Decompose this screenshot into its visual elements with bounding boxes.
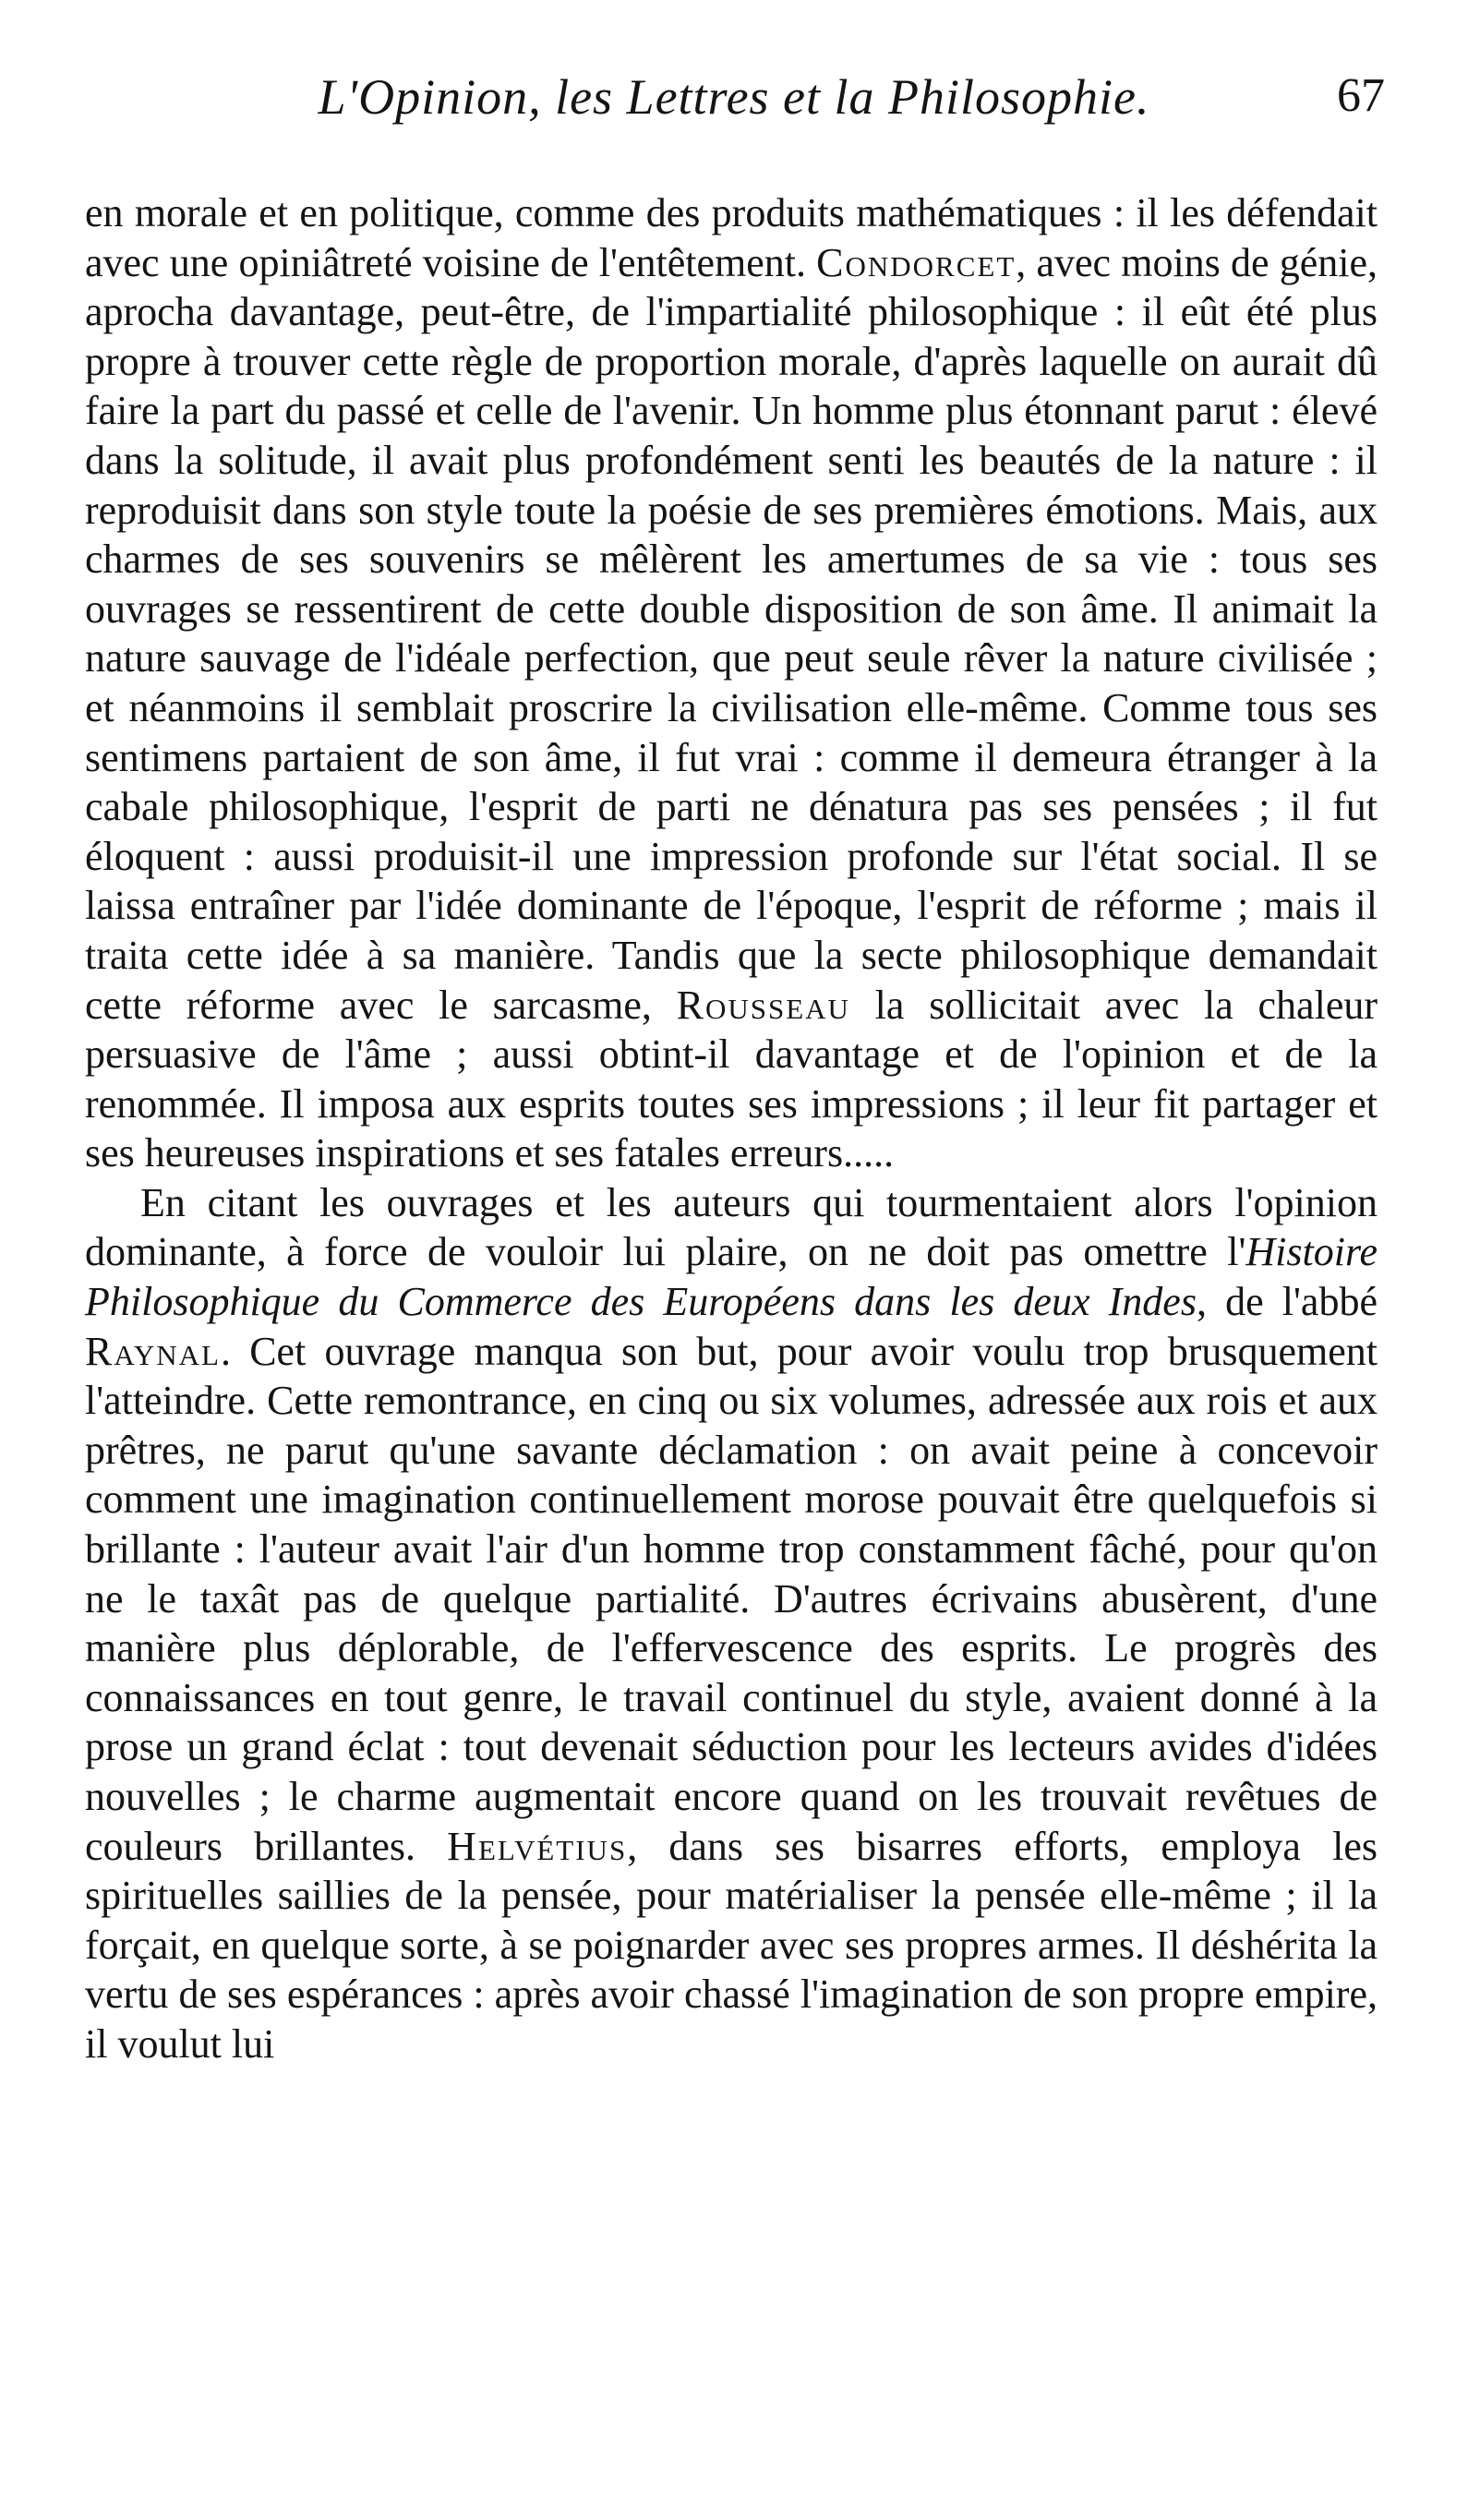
page-header xyxy=(83,68,1385,142)
text-run: , avec moins de génie, aprocha davantage, peut-être, de l'impartialité philosophique : il eût été plus propre à trouver cette règle de proportion morale, d'après laquelle on aurait dû faire la part du passé et celle de l'avenir. Un homme plus étonnant parut : élevé dans la solitude, il avait plus profondément senti les beautés de la nature : il reproduisit dans son style toute la poésie de ses premières émotions. Mais, aux charmes de ses souvenirs se mêlèrent les amertumes de sa vie : tous ses ouvrages se ressentirent de cette double disposition de son âme. Il animait la nature sauvage de l'idéale perfection, que peut seule rêver la nature civilisée ; et néanmoins il semblait proscrire la civilisation elle-même. Comme tous ses sentimens partaient de son âme, il fut vrai : comme il demeura étranger à la cabale philosophique, l'esprit de parti ne dénatura pas ses pensées ; il fut éloquent : aussi produisit-il une impression profonde sur l'état social. Il se laissa entraîner par l'idée dominante de l'époque, l'esprit de réforme ; mais il traita cette idée à sa manière. Tandis que la secte philosophique demandait cette réforme avec le sarcasme, xyxy=(85,239,1378,1028)
author-name: Condorcet xyxy=(816,239,1017,285)
body-text xyxy=(85,188,1378,2069)
book-title: Histoire Philosophique du Commerce des Européens dans les deux Indes xyxy=(85,1229,1378,1325)
text-run: en morale et en politique, comme des produits mathématiques : il les défendait avec une opiniâtreté voisine de l'entêtement. xyxy=(85,190,1378,285)
paragraph xyxy=(85,1178,1378,2069)
text-run: En citant les ouvrages et les auteurs qui tourmentaient alors l'opinion dominante, à force de vouloir lui plaire, on ne doit pas omettre l' xyxy=(85,1179,1378,1275)
paragraph xyxy=(85,188,1378,1178)
text-run: , dans ses bisarres efforts, employa les spirituelles saillies de la pensée, pour matérialiser la pensée elle-même ; il la forçait, en quelque sorte, à se poignarder avec ses propres armes. Il déshérita la vertu de ses espérances : après avoir chassé l'imagination de son propre empire, il voulut lui xyxy=(85,1823,1378,2067)
text-run: la sollicitait avec la chaleur persuasive de l'âme ; aussi obtint-il davantage et de l'opinion et de la renommée. Il imposa aux esprits toutes ses impressions ; il leur fit partager et ses heureuses inspirations et ses fatales erreurs..... xyxy=(85,982,1378,1176)
running-title: L'Opinion, les Lettres et la Philosophie. xyxy=(318,69,1150,125)
text-run: , de l'abbé xyxy=(1196,1279,1378,1325)
author-name: Helvétius xyxy=(447,1823,628,1869)
author-name: Raynal xyxy=(85,1328,221,1374)
page-number: 67 xyxy=(1337,69,1385,122)
author-name: Rousseau xyxy=(676,982,850,1028)
text-run: . Cet ouvrage manqua son but, pour avoir voulu trop brusquement l'atteindre. Cette remontrance, en cinq ou six volumes, adressée aux rois et aux prêtres, ne parut qu'une savante déclamation : on avait peine à concevoir comment une imagination continuellement morose pouvait être quelquefois si brillante : l'auteur avait l'air d'un homme trop constamment fâché, pour qu'on ne le taxât pas de quelque partialité. D'autres écrivains abusèrent, d'une manière plus déplorable, de l'effervescence des esprits. Le progrès des connaissances en tout genre, le travail continuel du style, avaient donné à la prose un grand éclat : tout devenait séduction pour les lecteurs avides d'idées nouvelles ; le charme augmentait encore quand on les trouvait revêtues de couleurs brillantes. xyxy=(85,1328,1378,1869)
